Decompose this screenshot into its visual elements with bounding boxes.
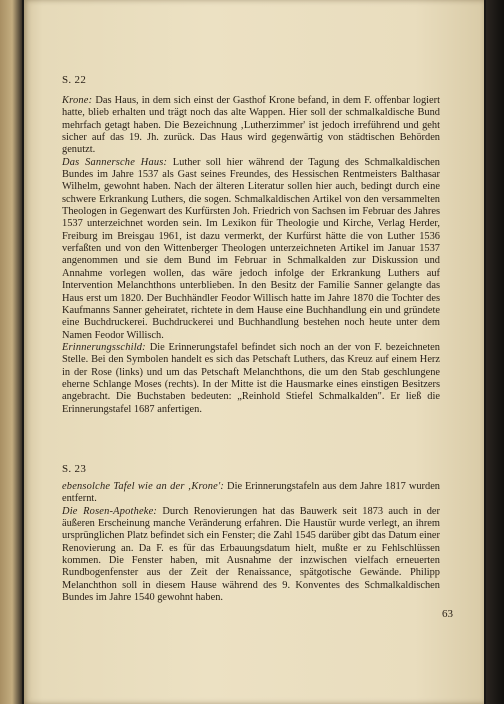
term-sannersches-haus: Das Sannersche Haus: <box>62 156 168 168</box>
term-erinnerungsschild: Erinnerungsschild: <box>62 341 146 353</box>
scan-background-edge <box>486 0 504 704</box>
paragraph-krone-body: Das Haus, in dem sich einst der Gasthof Krone befand, in dem F. offenbar logiert hatte, blieb erhalten und trägt noch das alte Wappen. Hier soll der schmalkaldische Bund mehrfach getagt haben. Die Bezeichnung ‚Lutherzimmer' ist jedoch irreführend und geht sicher auf das 19. Jh. zurück. Das Haus wird gegenwärtig von städtischen Behörden genutzt. <box>62 95 440 156</box>
book-page <box>24 0 484 704</box>
paragraph-ebensolche-tafel-body: Die Erinnerungstafeln aus dem Jahre 1817 wurden entfernt. <box>62 481 440 505</box>
paragraph-erinnerungsschild-body: Die Erinnerungstafel befindet sich noch an der von F. bezeichneten Stelle. Bei den Symbolen handelt es sich das Petschaft Luthers, das Kreuz auf einem Herz in der Rose (links) und um das Petschaft Melanchthons, die um den Stab geschlungene eherne Schlange Moses (rechts). In der Mitte ist die Hausmarke eines einstigen Besitzers angebracht. Die Buchstaben bedeuten: „Reinhold Stiefel Schmalkalden". Er ließ die Erinnerungstafel 1687 anfertigen. <box>62 341 440 415</box>
paragraph-sannersches-haus-body: Luther soll hier während der Tagung des Schmalkaldischen Bundes im Jahre 1537 als Gast seines Freundes, des Hessischen Rentmeisters Balthasar Wilhelm, gewohnt haben. Nach der älteren Literatur sollen hier auch, bedingt durch eine schwere Erkrankung Luthers, die sogen. Schmalkaldischen Artikel von den versammelten Theologen in Gegenwart des Kurfürsten Joh. Friedrich von Sachsen im Februar des Jahres 1537 unterzeichnet worden sein. Im Lexikon für Theologie und Kirche, Verlag Herder, Freiburg im Breisgau 1961, ist dazu vermerkt, der Kurfürst hätte die von Luther 1536 verfaßten und von den Wittenberger Theologen unterzeichneten Artikel im Januar 1537 angenommen und sie dem Bund im Februar in Schmalkalden zur Diskussion und Annahme vorlegen wollen, das wäre jedoch infolge der Erkrankung Luthers auf Intervention Melanchthons unterblieben. In den Besitz der Familie Sanner gelangte das Haus erst um 1820. Der Buchhändler Feodor Willisch hatte im Jahre 1870 die Tochter des Kaufmanns Sanner geheiratet, richtete in dem Hause eine Buchhandlung ein und gründete eine Buchdruckerei. Buchdruckerei und Buchhandlung bestehen noch heute unter dem Namen Feodor Willisch. <box>62 156 440 341</box>
paragraph-erinnerungsschild <box>62 342 440 415</box>
section-heading-s22: S. 22 <box>62 74 87 86</box>
page-number: 63 <box>442 608 453 620</box>
paragraph-krone <box>62 95 440 155</box>
term-ebensolche-tafel: ebensolche Tafel wie an der ‚Krone': <box>62 481 225 492</box>
section-heading-s23: S. 23 <box>62 463 87 475</box>
paragraph-rosen-apotheke <box>62 506 440 603</box>
term-krone: Krone: <box>62 95 93 106</box>
section-s22-text <box>62 95 440 416</box>
paragraph-rosen-apotheke-body: Durch Renovierungen hat das Bauwerk seit 1873 auch in der äußeren Erscheinung manche Veränderung erfahren. Die Haustür wurde verlegt, an ihrem ursprünglichen Platz befindet sich ein Fenster; die Zahl 1545 darüber gibt das Datum einer Renovierung an. Da F. es für das Erbauungsdatum hielt, mußte er zu Fehlschlüssen kommen. Die Fenster haben, mit Ausnahme der inzwischen vielfach erneuerten Rundbogenfenster aus der Zeit der Renaissance, spätgotische Gewände. Philipp Melanchthon soll in diesem Hause während des 9. Konventes des Schmalkaldischen Bundes im Jahre 1540 gewohnt haben. <box>62 505 440 604</box>
adjacent-page-edge <box>0 0 22 704</box>
section-s23-text <box>62 481 440 604</box>
term-rosen-apotheke: Die Rosen-Apotheke: <box>62 505 158 517</box>
paragraph-ebensolche-tafel <box>62 481 440 504</box>
paragraph-sannersches-haus <box>62 157 440 341</box>
